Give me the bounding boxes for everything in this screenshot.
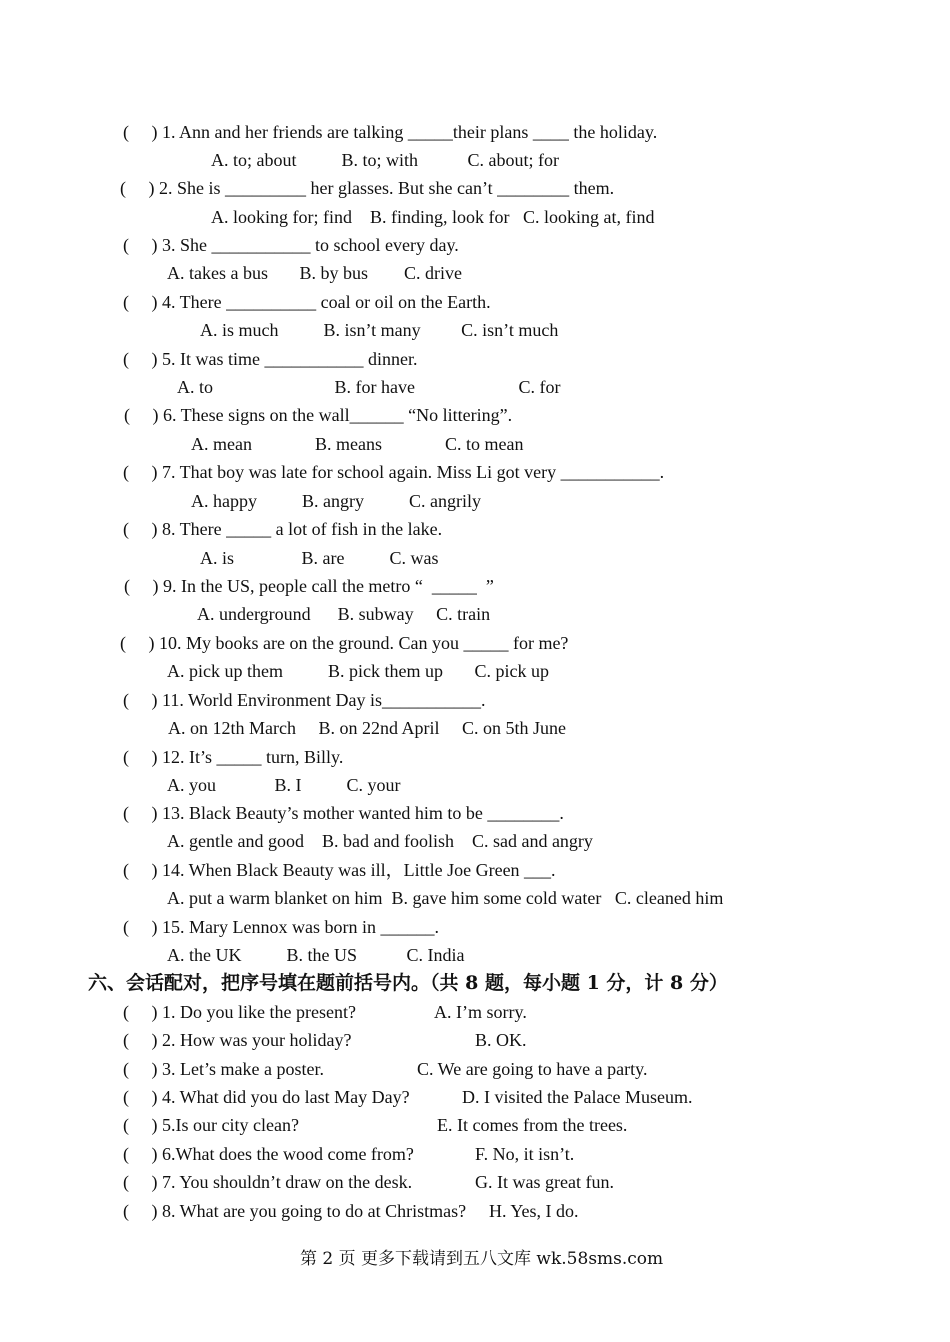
dialog-answer-e: E. It comes from the trees. <box>437 1115 628 1135</box>
options-8: A. is B. are C. was <box>200 548 439 568</box>
dialog-answer-h: H. Yes, I do. <box>489 1201 579 1221</box>
question-6: ( ) 6. These signs on the wall______ “No littering”. <box>124 405 513 425</box>
options-14: A. put a warm blanket on him B. gave him some cold water C. cleaned him <box>167 888 724 908</box>
options-10: A. pick up them B. pick them up C. pick up <box>167 661 549 681</box>
question-9: ( ) 9. In the US, people call the metro “ _____ ” <box>124 576 494 596</box>
dialog-question-1: ( ) 1. Do you like the present? <box>123 1002 356 1022</box>
dialog-answer-d: D. I visited the Palace Museum. <box>462 1087 693 1107</box>
dialog-question-7: ( ) 7. You shouldn’t draw on the desk. <box>123 1172 413 1192</box>
dialog-answer-g: G. It was great fun. <box>475 1172 614 1192</box>
question-7: ( ) 7. That boy was late for school again. Miss Li got very ___________. <box>123 462 665 482</box>
question-10: ( ) 10. My books are on the ground. Can you _____ for me? <box>120 633 569 653</box>
question-3: ( ) 3. She ___________ to school every day. <box>123 235 459 255</box>
options-13: A. gentle and good B. bad and foolish C. sad and angry <box>167 831 593 851</box>
dialog-question-6: ( ) 6.What does the wood come from? <box>123 1144 414 1164</box>
question-13: ( ) 13. Black Beauty’s mother wanted him to be ________. <box>123 803 564 823</box>
dialog-answer-c: C. We are going to have a party. <box>417 1059 648 1079</box>
options-12: A. you B. I C. your <box>167 775 401 795</box>
dialog-question-5: ( ) 5.Is our city clean? <box>123 1115 299 1135</box>
question-2: ( ) 2. She is _________ her glasses. But she can’t ________ them. <box>120 178 615 198</box>
options-2: A. looking for; find B. finding, look for C. looking at, find <box>211 207 655 227</box>
dialog-question-4: ( ) 4. What did you do last May Day? <box>123 1087 410 1107</box>
options-5: A. to B. for have C. for <box>177 377 561 397</box>
dialog-answer-a: A. I’m sorry. <box>434 1002 527 1022</box>
options-3: A. takes a bus B. by bus C. drive <box>167 263 462 283</box>
dialog-answer-f: F. No, it isn’t. <box>475 1144 575 1164</box>
options-4: A. is much B. isn’t many C. isn’t much <box>200 320 559 340</box>
options-1: A. to; about B. to; with C. about; for <box>211 150 559 170</box>
question-1: ( ) 1. Ann and her friends are talking _____their plans ____ the holiday. <box>123 122 658 142</box>
question-14: ( ) 14. When Black Beauty was ill，Little Joe Green ___. <box>123 860 556 880</box>
dialog-question-2: ( ) 2. How was your holiday? <box>123 1030 352 1050</box>
page-footer: 第 2 页 更多下载请到五八文库 wk.58sms.com <box>300 1249 664 1269</box>
dialog-question-8: ( ) 8. What are you going to do at Christmas? <box>123 1201 467 1221</box>
question-12: ( ) 12. It’s _____ turn, Billy. <box>123 747 344 767</box>
options-6: A. mean B. means C. to mean <box>191 434 524 454</box>
options-15: A. the UK B. the US C. India <box>167 945 465 965</box>
dialog-question-3: ( ) 3. Let’s make a poster. <box>123 1059 324 1079</box>
question-8: ( ) 8. There _____ a lot of fish in the lake. <box>123 519 443 539</box>
question-5: ( ) 5. It was time ___________ dinner. <box>123 349 418 369</box>
question-4: ( ) 4. There __________ coal or oil on the Earth. <box>123 292 491 312</box>
dialog-answer-b: B. OK. <box>475 1030 527 1050</box>
options-11: A. on 12th March B. on 22nd April C. on 5th June <box>168 718 566 738</box>
options-7: A. happy B. angry C. angrily <box>191 491 481 511</box>
question-11: ( ) 11. World Environment Day is___________. <box>123 690 486 710</box>
section-6-title: 六、会话配对，把序号填在题前括号内。（共 8 题，每小题 1 分，计 8 分） <box>88 972 728 994</box>
options-9: A. underground B. subway C. train <box>197 604 491 624</box>
question-15: ( ) 15. Mary Lennox was born in ______. <box>123 917 439 937</box>
